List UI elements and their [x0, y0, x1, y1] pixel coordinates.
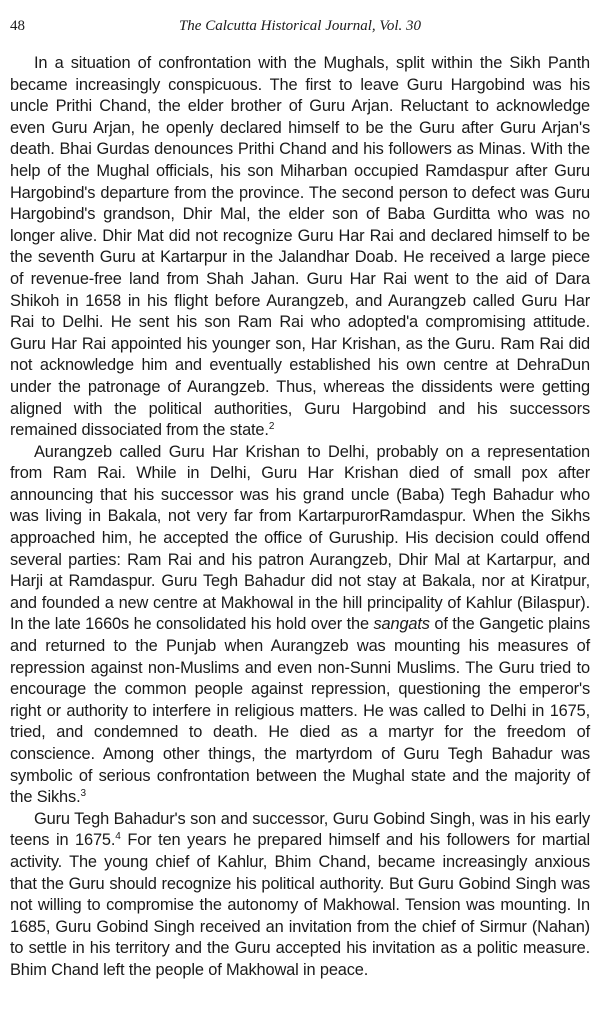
- paragraph-text: of the Gangetic plains and returned to the Punjab when Aurangzeb was mounting his measures of repression against non-Muslims and even non-Sunni Muslims. The Guru tried to encourage the common people against repression, questioning the emperor's right or authority to interfere in religious matters. He was called to Delhi in 1675, tried, and condemned to death. He died as a martyr for the freedom of conscience. Among other things, the martyrdom of Guru Tegh Bahadur was symbolic of serious confrontation between the Mughal state and the majority of the Sikhs.: [10, 615, 591, 807]
- footnote-marker: 4: [115, 831, 121, 843]
- page-number: 48: [10, 18, 25, 34]
- paragraph-3: [10, 809, 590, 982]
- footnote-marker: 2: [268, 421, 275, 433]
- running-head: The Calcutta Historical Journal, Vol. 30: [178, 18, 422, 34]
- footnote-marker: 3: [80, 788, 86, 800]
- paragraph-text: In a situation of confrontation with the Mughals, split within the Sikh Panth became increasingly conspicuous. The first to leave Guru Hargobind was his uncle Prithi Chand, the elder brother of Guru Arjan. Reluctant to acknowledge even Guru Arjan, he openly declared himself to be the Guru after Guru Arjan's death. Bhai Gurdas denounces Prithi Chand and his followers as Minas. With the help of the Mughal officials, his son Miharban occupied Ramdaspur after Guru Hargobind's departure from the province. The second person to defect was Guru Hargobind's grandson, Dhir Mal, the elder son of Baba Gurditta who was no longer alive. Dhir Mat did not recognize Guru Har Rai and declared himself to be the seventh Guru at Kartarpur in the Jalandhar Doab. He received a large piece of revenue-free land from Shah Jahan. Guru Har Rai went to the aid of Dara Shikoh in 1658 in his flight before Aurangzeb, and Aurangzeb called Guru Har Rai to Delhi. He sent his son Ram Rai who adopted'a compromising attitude. Guru Har Rai appointed his younger son, Har Krishan, as the Guru. Ram Rai did not acknowledge him and eventually established his own centre at DehraDun under the patronage of Aurangzeb. Thus, whereas the dissidents were getting aligned with the political authorities, Guru Hargobind and his successors remained dissociated from the state.: [10, 54, 590, 440]
- article-body: [10, 53, 590, 982]
- paragraph-text: Guru Tegh Bahadur's son and successor, Guru Gobind Singh, was in his early teens in 1675.: [10, 809, 590, 850]
- paragraph-1: [10, 53, 590, 442]
- paragraph-text: Aurangzeb called Guru Har Krishan to Delhi, probably on a representation from Ram Rai. While in Delhi, Guru Har Krishan died of small pox after announcing that his successor was his grand uncle (Baba) Tegh Bahadur who was living in Bakala, not very far from KartarpurorRamdaspur. When the Sikhs approached him, he accepted the office of Guruship. His decision could offend several parties: Ram Rai and his patron Aurangzeb, Dhir Mal at Kartarpur, and Harji at Ramdaspur. Guru Tegh Bahadur did not stay at Bakala, nor at Kiratpur, and founded a new centre at Makhowal in the hill principality of Kahlur (Bilaspur). In the late 1660s he consolidated his hold over the: [10, 442, 590, 634]
- italic-term: sangats: [373, 615, 430, 634]
- paragraph-2: [10, 442, 590, 809]
- paragraph-text: For ten years he prepared himself and his followers for martial activity. The young chief of Kahlur, Bhim Chand, became increasingly anxious that the Guru should recognize his political authority. But Guru Gobind Singh was not willing to compromise the autonomy of Makhowal. Tension was mounting. In 1685, Guru Gobind Singh received an invitation from the chief of Sirmur (Nahan) to settle in his territory and the Guru accepted his invitation as a politic measure. Bhim Chand left the people of Makhowal in peace.: [10, 831, 590, 979]
- page-header: [10, 18, 590, 38]
